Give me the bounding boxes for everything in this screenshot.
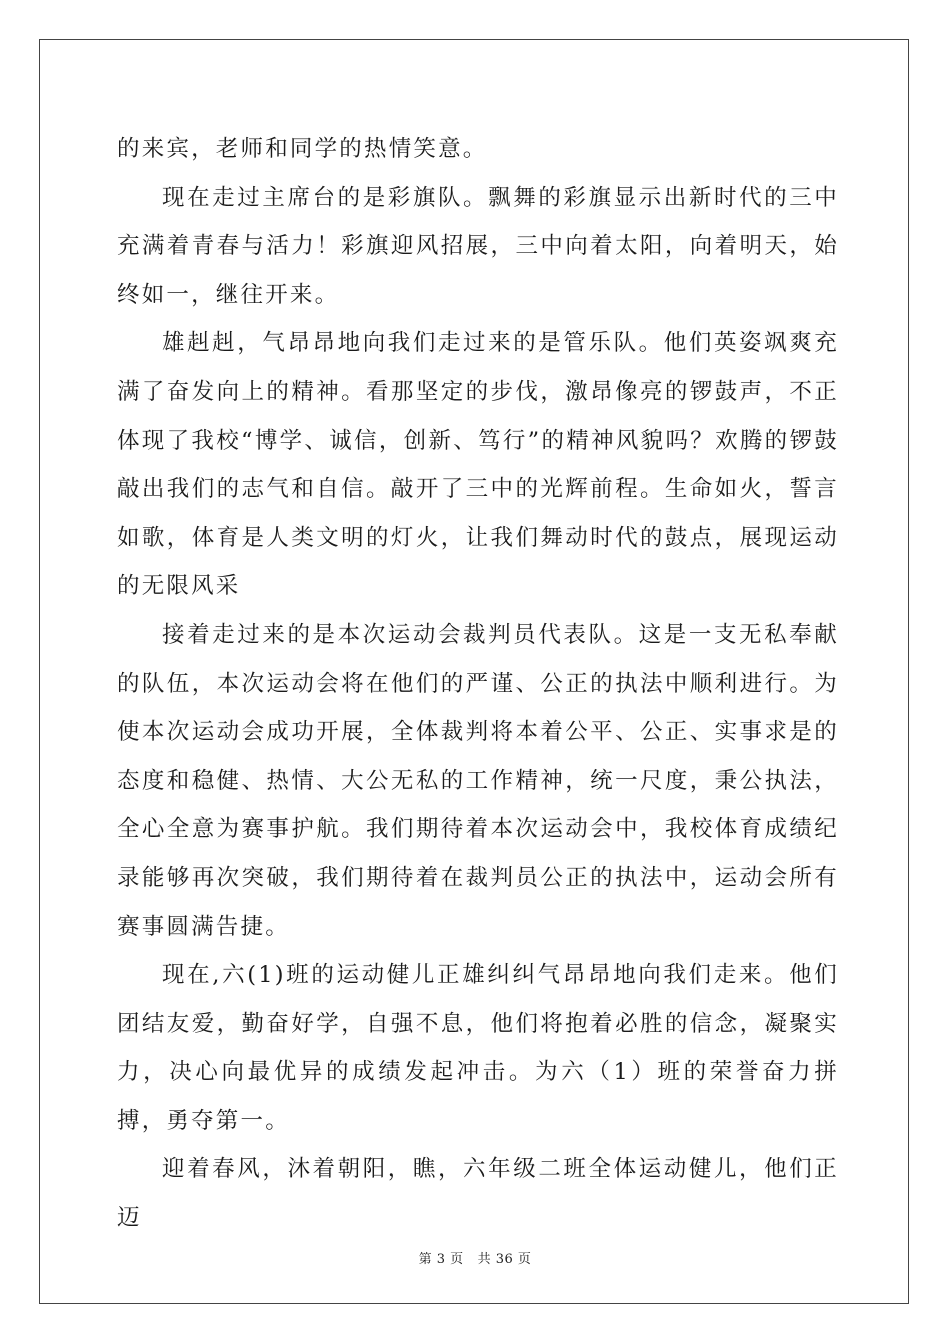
paragraph-4: 接着走过来的是本次运动会裁判员代表队。这是一支无私奉献的队伍，本次运动会将在他们的严谨、公正的执法中顺利进行。为使本次运动会成功开展，全体裁判将本着公平、公正、实事求是的态度和稳健、热情、大公无私的工作精神，统一尺度，秉公执法，全心全意为赛事护航。我们期待着本次运动会中，我校体育成绩纪录能够再次突破，我们期待着在裁判员公正的执法中，运动会所有赛事圆满告捷。: [117, 621, 839, 940]
page-total: 共 36 页: [477, 1252, 532, 1267]
paragraph-2: 现在走过主席台的是彩旗队。飘舞的彩旗显示出新时代的三中充满着青春与活力！彩旗迎风招展，三中向着太阳，向着明天，始终如一，继往开来。: [117, 184, 839, 308]
paragraph-1: 的来宾，老师和同学的热情笑意。: [117, 136, 488, 162]
paragraph-6: 迎着春风，沐着朝阳，瞧，六年级二班全体运动健儿，他们正迈: [117, 1156, 839, 1232]
paragraph-5: 现在,六(1)班的运动健儿正雄纠纠气昂昂地向我们走来。他们团结友爱，勤奋好学，自强不息，他们将抱着必胜的信念，凝聚实力，决心向最优异的成绩发起冲击。为六（1）班的荣誉奋力拼搏，勇夺第一。: [117, 962, 839, 1134]
paragraph-3: 雄赳赳，气昂昂地向我们走过来的是管乐队。他们英姿飒爽充满了奋发向上的精神。看那坚定的步伐，激昂像亮的锣鼓声，不正体现了我校“博学、诚信，创新、笃行”的精神风貌吗？欢腾的锣鼓敲出我们的志气和自信。敲开了三中的光辉前程。生命如火，誓言如歌，体育是人类文明的灯火，让我们舞动时代的鼓点，展现运动的无限风采: [117, 330, 839, 600]
document-body: [117, 125, 839, 1243]
page-footer: [0, 1248, 950, 1267]
page-number: 第 3 页: [418, 1252, 464, 1267]
